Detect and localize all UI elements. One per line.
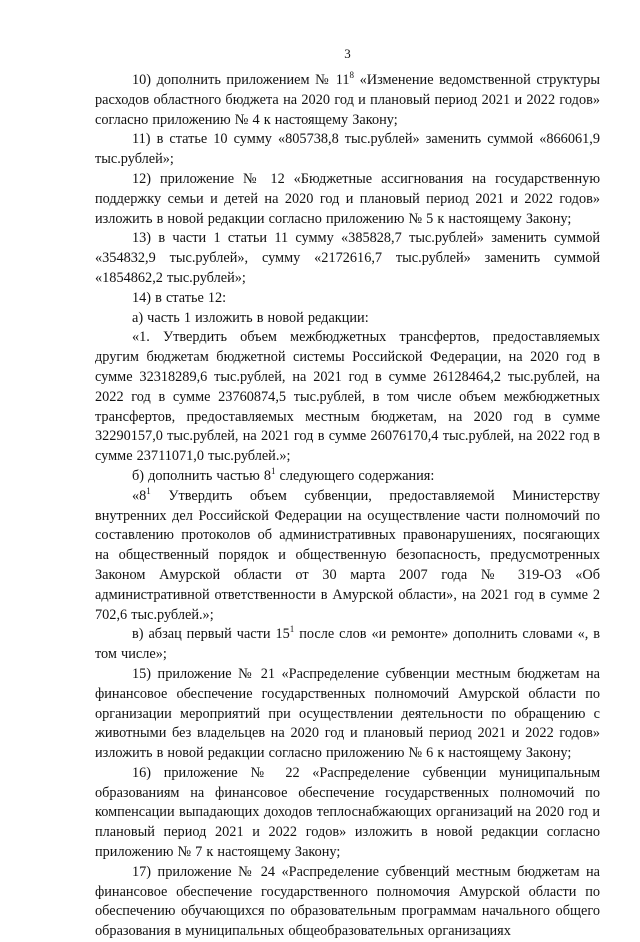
paragraph-text: 13) в части 1 статьи 11 сумму «385828,7 тыс.рублей» заменить суммой «354832,9 тыс.рублей», сумму «2172616,7 тыс.рублей» заменить суммой «1854862,2 тыс.рублей»; xyxy=(95,230,600,286)
paragraph xyxy=(95,170,600,229)
page-number: 3 xyxy=(344,46,351,61)
paragraph xyxy=(95,309,600,329)
paragraph-text: 15) приложение № 21 «Распределение субвенции местным бюджетам на финансовое обеспечение государственных полномочий Амурской области по организации мероприятий при осуществлении деятельности по обращению с животными без владельцев на 2020 год и плановый период 2021 и 2022 годов» изложить в новой редакции согласно приложению № 6 к настоящему Закону; xyxy=(95,665,600,762)
superscript: 1 xyxy=(270,466,276,477)
paragraph-text: «Изменение ведомственной структуры расходов областного бюджета на 2020 год и плановый период 2021 и 2022 годов» согласно приложению № 4 к настоящему Закону; xyxy=(95,72,600,128)
paragraph xyxy=(95,289,600,309)
paragraph-text: 14) в статье 12: xyxy=(132,289,227,306)
paragraph xyxy=(95,665,600,764)
superscript: 8 xyxy=(349,70,355,81)
paragraph-text: «8 xyxy=(132,487,147,504)
paragraph xyxy=(95,229,600,288)
paragraph-text: 11) в статье 10 сумму «805738,8 тыс.рублей» заменить суммой «866061,9 тыс.рублей»; xyxy=(95,131,600,168)
paragraph-text: б) дополнить частью 8 xyxy=(132,467,271,484)
paragraph-text: в) абзац первый части 15 xyxy=(132,626,290,643)
superscript: 1 xyxy=(146,485,151,496)
paragraph xyxy=(95,71,600,130)
paragraph xyxy=(95,625,600,665)
superscript: 1 xyxy=(289,624,295,635)
paragraph-text: Утвердить объем субвенции, предоставляемой Министерству внутренних дел Российской Федерации на осуществление части полномочий по составлению протоколов об административных правонарушениях, посягающих на общественный порядок и общественную безопасность, предусмотренных Законом Амурской области от 30 марта 2007 года № 319-ОЗ «Об административной ответственности в Амурской области», на 2021 год в сумме 2 702,6 тыс.рублей.»; xyxy=(95,487,600,623)
paragraph xyxy=(95,467,600,487)
paragraph xyxy=(95,764,600,863)
paragraph-text: 12) приложение № 12 «Бюджетные ассигнования на государственную поддержку семьи и детей на 2020 год и плановый период 2021 и 2022 годов» изложить в новой редакции согласно приложению № 5 к настоящему Закону; xyxy=(95,170,600,227)
paragraph-text: 16) приложение № 22 «Распределение субвенции муниципальным образованиям на финансовое обеспечение государственных полномочий по компенсации выпадающих доходов теплоснабжающих организаций на 2020 год и плановый период 2021 и 2022 годов» изложить в новой редакции согласно приложению № 7 к настоящему Закону; xyxy=(95,764,600,861)
paragraph-text: «1. Утвердить объем межбюджетных трансфертов, предоставляемых другим бюджетам бюджетной системы Российской Федерации, на 2020 год в сумме 32318289,6 тыс.рублей, на 2021 год в сумме 26128464,2 тыс.рублей, на 2022 год в сумме 23760874,5 тыс.рублей, в том числе объем межбюджетных трансфертов, предоставляемых местным бюджетам, на 2020 год в сумме 32290157,0 тыс.рублей, на 2021 год в сумме 26076170,4 тыс.рублей, на 2022 год в сумме 23711071,0 тыс.рублей.»; xyxy=(95,329,600,465)
document-body xyxy=(95,71,600,942)
paragraph-text: 10) дополнить приложением № 11 xyxy=(132,72,350,88)
paragraph-text: после слов «и ремонте» дополнить словами «, в том числе»; xyxy=(95,626,600,663)
paragraph-text: а) часть 1 изложить в новой редакции: xyxy=(132,309,369,326)
paragraph-text: следующего содержания: xyxy=(275,467,435,484)
paragraph-text: 17) приложение № 24 «Распределение субвенций местным бюджетам на финансовое обеспечение государственного полномочия Амурской области по обеспечению обучающихся по образовательным программам начального общего образования в муниципальных общеобразовательных организациях xyxy=(95,863,600,940)
paragraph xyxy=(95,487,600,626)
paragraph xyxy=(95,130,600,170)
paragraph xyxy=(95,328,600,467)
paragraph xyxy=(95,863,600,942)
